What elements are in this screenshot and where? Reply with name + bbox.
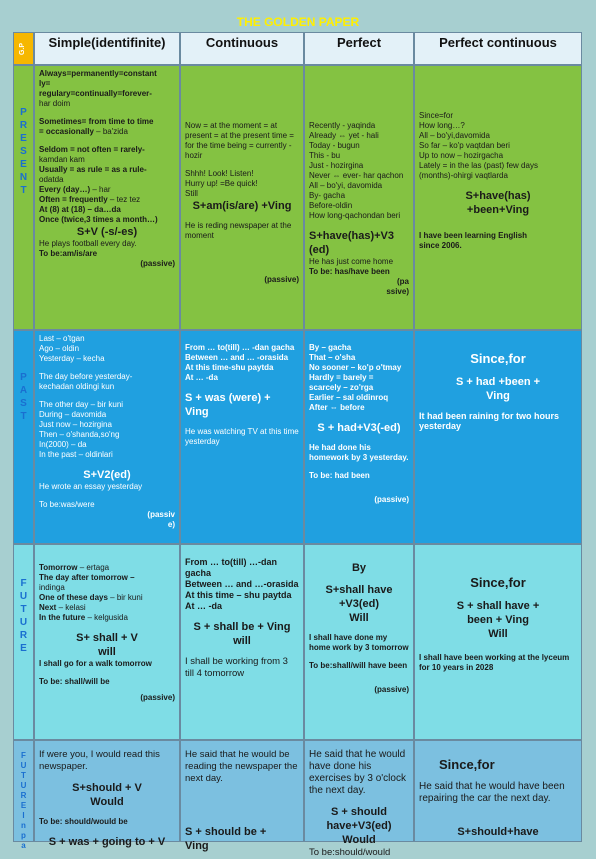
text: He is reding newspaper at the moment — [185, 221, 292, 240]
text: Since=for How long…? All – bo'yi,davomida So far – ko'p vaqtdan beri Up to now – hozirgacha Lately = in the las (past) few days (months)-ohirgi vaqtlarda — [419, 111, 538, 180]
text: To be:am/is/are — [39, 249, 98, 258]
text: Shhh! Look! Listen! Hurry up! =Be quick! Still — [185, 169, 258, 198]
formula: S + shall be + Ving will — [193, 621, 291, 647]
past-simple-cell — [34, 330, 180, 544]
text: Sometimes= from time to time = occasionally — [39, 117, 154, 136]
text: Once (twice,3 times a month…) — [39, 215, 158, 224]
text: (passive) — [140, 693, 175, 702]
text: Tomorrow — [39, 563, 78, 572]
corner-badge — [13, 32, 34, 65]
formula: Since,for — [470, 575, 526, 590]
text: I have been learning English since 2006. — [419, 231, 528, 250]
text: Always=permanently=constant ly= regulary=continually=forever- — [39, 69, 157, 98]
future-in-past-perfect-continuous-cell — [414, 740, 582, 842]
text: Last – o'tgan Ago – oldin Yesterday – kecha — [39, 334, 105, 363]
text: To be: should/would be — [39, 817, 128, 826]
text: – ertaga — [77, 563, 110, 572]
formula: S+V (-s/-es) — [76, 226, 138, 238]
side-label-future: F U T U R E — [13, 544, 34, 740]
text: To be: has/have been — [309, 267, 390, 276]
text: The other day – bir kuni During – davomida Just now – hozirgina Then – o'shanda,so'ng In(2000) – da In the past – oldinlari — [39, 400, 124, 459]
future-in-past-continuous-cell — [180, 740, 304, 852]
text: The day after tomorrow – — [39, 573, 135, 582]
formula: S + had+V3(-ed) — [317, 422, 401, 434]
future-perfect-cell — [304, 544, 414, 740]
text: The day before yesterday- kechadan oldingi kun — [39, 372, 133, 391]
text: kamdan kam — [39, 155, 85, 164]
text: To be:was/were — [39, 500, 95, 509]
past-perfect-continuous-cell — [414, 330, 582, 544]
formula: S+ shall + V will — [76, 632, 138, 658]
text: – kelgusida — [85, 613, 128, 622]
text: (passive) — [374, 685, 409, 694]
text: I shall have done my home work by 3 tomorrow — [309, 633, 409, 652]
text: – tez tez — [107, 195, 141, 204]
text: (passive) — [264, 275, 299, 284]
text: He wrote an essay yesterday — [39, 482, 143, 491]
text: One of these days — [39, 593, 108, 602]
side-label-past: P A S T — [13, 330, 34, 544]
present-simple-cell — [34, 65, 180, 330]
corner-label: G.P — [19, 42, 27, 55]
formula: S + had +been + Ving — [455, 376, 541, 402]
future-in-past-perfect-cell — [304, 740, 414, 858]
text: – kelasi — [56, 603, 86, 612]
present-continuous-cell — [180, 65, 304, 330]
formula: S + shall have + been + Ving Will — [456, 600, 540, 640]
past-perfect-cell — [304, 330, 414, 544]
formula: Since,for — [439, 757, 495, 772]
text: I shall have been working at the lyceum for 10 years in 2028 — [419, 653, 570, 672]
present-perfect-continuous-cell — [414, 65, 582, 330]
text: Next — [39, 603, 57, 612]
header-perfect-continuous: Perfect continuous — [414, 32, 582, 65]
text: From … to(till) …-dan gacha Between … and …-orasida At this time – shu paytda At … -da — [185, 557, 299, 611]
text: I shall go for a walk tomorrow — [39, 659, 152, 668]
text: Seldom = not often = rarely- — [39, 145, 145, 154]
formula: S+should+have — [457, 826, 539, 838]
text: He plays football every day. — [39, 239, 137, 248]
text: Recently - yaqinda Already ⇔ yet - hali Today - bugun This - bu Just - hozirgina Never ⇔ ever- har qachon All – bo'yi, davomida By- gacha Before-oldin How long-qachondan beri — [309, 121, 404, 220]
text: To be: shall/will be — [39, 677, 110, 686]
formula: S+am(is/are) +Ving — [192, 200, 292, 212]
text: har doim — [39, 99, 71, 108]
header-continuous: Continuous — [180, 32, 304, 65]
text: He has just come home — [309, 257, 394, 266]
text: To be:shall/will have been — [309, 661, 408, 670]
text: indinga — [39, 583, 65, 592]
text: Now = at the moment = at present = at the present time = for the time being = currently - hozir — [185, 121, 294, 160]
text: Every (day…) — [39, 185, 91, 194]
side-label-present: P R E S E N T — [13, 65, 34, 330]
formula: By — [351, 562, 367, 574]
text: (passive) — [140, 259, 175, 268]
text: In the future — [39, 613, 86, 622]
formula: S + was (were) + Ving — [185, 392, 271, 418]
formula: S + was + going to + V — [48, 836, 166, 848]
text: If were you, I would read this newspaper. — [39, 749, 160, 772]
text: I shall be working from 3 till 4 tomorrow — [185, 656, 288, 679]
text: (passiv e) — [147, 510, 175, 529]
present-perfect-cell — [304, 65, 414, 330]
text: – bir kuni — [107, 593, 143, 602]
text: By – gacha That – o'sha No sooner – ko'p o'tmay Hardly = barely = scarcely – zo'rga Earlier – sal oldinroq After ⇔ before — [309, 343, 402, 412]
formula: S+V2(ed) — [83, 469, 131, 481]
text: He said that he would be reading the newspaper the next day. — [185, 749, 298, 784]
future-simple-cell — [34, 544, 180, 740]
formula: S+should + V Would — [72, 782, 142, 808]
text: At (8) at (18) – da…da — [39, 205, 121, 214]
text: Usually = as rule = as a rule- — [39, 165, 147, 174]
text: Often = frequently — [39, 195, 108, 204]
text: To be: had been — [309, 471, 370, 480]
formula: S + should be + Ving — [185, 826, 267, 852]
text: (passive) — [374, 495, 409, 504]
text: – har — [90, 185, 111, 194]
text: He was watching TV at this time yesterday — [185, 427, 299, 446]
past-continuous-cell — [180, 330, 304, 544]
future-perfect-continuous-cell — [414, 544, 582, 740]
header-simple: Simple(identifinite) — [34, 32, 180, 65]
formula: S+shall have +V3(ed) Will — [325, 584, 393, 624]
text: odatda — [39, 175, 64, 184]
formula: S+have(has)+V3 (ed) — [309, 230, 394, 256]
future-in-past-simple-cell — [34, 740, 180, 848]
text: It had been raining for two hours yesterday — [419, 411, 560, 431]
text: He had done his homework by 3 yesterday. — [309, 443, 409, 462]
text: From … to(till) … -dan gacha Between … and … -orasida At this time-shu paytda At … -da — [185, 343, 295, 382]
header-perfect: Perfect — [304, 32, 414, 65]
text: (pa ssive) — [386, 277, 409, 296]
formula: S + should have+V3(ed) Would — [326, 806, 392, 846]
text: He said that he would have done his exercises by 3 o'clock the next day. — [309, 749, 406, 796]
formula: S+have(has) +been+Ving — [465, 190, 531, 216]
text: To be:should/would — [309, 847, 391, 858]
text: – ba'zida — [93, 127, 128, 136]
side-label-future-in-past: F U T U R E I n p a — [13, 740, 34, 842]
future-continuous-cell — [180, 544, 304, 740]
formula: Since,for — [470, 351, 526, 366]
text: He said that he would have been repairing the car the next day. — [419, 781, 565, 804]
page-title: THE GOLDEN PAPER — [236, 15, 360, 29]
